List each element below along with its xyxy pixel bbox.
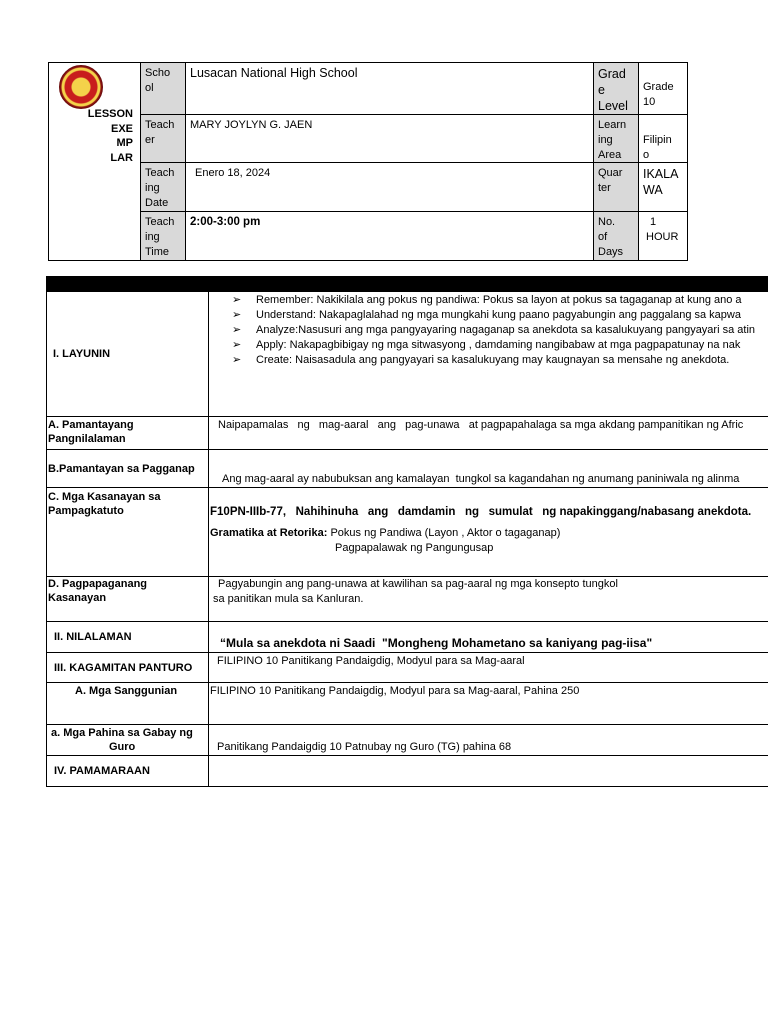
sanggunian-value: FILIPINO 10 Panitikang Pandaigdig, Modyul para sa Mag-aaral, Pahina 250 (210, 685, 580, 697)
teaching-date-label: Teach ing Date (141, 163, 186, 212)
quarter-label: Quar ter (594, 163, 639, 212)
gramatika-line: Gramatika at Retorika: Pokus ng Pandiwa (Layon , Aktor o tagaganap) (210, 527, 561, 539)
list-item: ➢ Create: Naisasadula ang pangyayari sa kasalukuyang may kaugnayan sa mensahe ng anekdota. (232, 354, 730, 366)
teaching-time-label: Teach ing Time (141, 212, 186, 260)
pamantayang-pangnilalaman-value: Naipapamalas ng mag-aaral ang pag-unawa at pagpapahalaga sa mga akdang pampanitikan ng Afric (218, 419, 744, 431)
competency-code: F10PN-IIIb-77, Nahihinuha ang damdamin ng sumulat ng napakinggang/nabasang anekdota. (210, 506, 752, 518)
row-pamantayan-pagganap (46, 450, 768, 488)
school-seal-logo (59, 65, 103, 109)
pamantayan-pagganap-label: B.Pamantayan sa Pagganap (46, 450, 209, 487)
grade-level-label: Grad e Level (594, 63, 639, 115)
row-kasanayan (46, 488, 768, 577)
list-item: ➢ Remember: Nakikilala ang pokus ng pandiwa: Pokus sa layon at pokus sa tagaganap at kung ano a (232, 294, 742, 306)
learning-area-value: Filipin o (639, 115, 687, 163)
pamamaraan-value (210, 756, 768, 786)
list-item: ➢ Apply: Nakapagbibigay ng mga sitwasyong , damdaming nangibabaw at mga pagpapatunay na nak (232, 339, 741, 351)
row-pahina-gabay (46, 725, 768, 756)
list-item: ➢ Analyze:Nasusuri ang mga pangyayaring nagaganap sa anekdota sa kasalukuyang pangyayari sa atin (232, 324, 756, 336)
school-label: Scho ol (141, 63, 186, 115)
kagamitan-value: FILIPINO 10 Panitikang Pandaigdig, Modyul para sa Mag-aaral (217, 655, 525, 667)
row-kagamitan (46, 653, 768, 683)
no-of-days-label: No. of Days (594, 212, 639, 260)
table-header-bar (46, 276, 768, 292)
arrow-bullet-icon: ➢ (232, 309, 242, 321)
pagpapaganang-value: Pagyabungin ang pang-unawa at kawilihan sa pag-aaral ng mga konsepto tungkol sa panitikan mula sa Kanluran. (213, 578, 618, 605)
pagpapaganang-label: D. Pagpapaganang Kasanayan (46, 576, 209, 621)
teaching-date-value: Enero 18, 2024 (186, 163, 594, 212)
arrow-bullet-icon: ➢ (232, 354, 242, 366)
arrow-bullet-icon: ➢ (232, 339, 242, 351)
pamamaraan-label: IV. PAMAMARAAN (46, 756, 209, 786)
kasanayan-label: C. Mga Kasanayan sa Pampagkatuto (46, 488, 209, 576)
quarter-value: IKALA WA (639, 163, 687, 212)
sanggunian-label: A. Mga Sanggunian (46, 683, 209, 724)
grade-level-value: Grade 10 (639, 63, 687, 115)
teacher-value: MARY JOYLYN G. JAEN (186, 115, 594, 163)
school-value: Lusacan National High School (186, 63, 594, 115)
no-of-days-value: 1 HOUR (646, 216, 679, 243)
nilalaman-label: II. NILALAMAN (46, 622, 209, 652)
row-nilalaman (46, 622, 768, 653)
row-layunin (46, 292, 768, 417)
nilalaman-value: “Mula sa anekdota ni Saadi "Mongheng Mohametano sa kaniyang pag-iisa" (220, 636, 653, 650)
pamantayan-pagganap-value: Ang mag-aaral ay nabubuksan ang kamalayan tungkol sa kagandahan ng anumang paniniwala ng alinma (222, 473, 740, 485)
list-item: ➢ Understand: Nakapaglalahad ng mga mungkahi kung paano pagyabungin ang paggalang sa kapwa (232, 309, 741, 321)
kasanayan-value: F10PN-IIIb-77, Nahihinuha ang damdamin ng sumulat ng napakinggang/nabasang anekdota. Gramatika at Retorika: Pokus ng Pandiwa (Layon , Aktor o tagaganap) Pagpapalawak ng Pangungusap (210, 506, 752, 554)
pahina-gabay-label: a. Mga Pahina sa Gabay ng Guro (46, 725, 209, 755)
header-table (48, 62, 688, 261)
teaching-time-value: 2:00-3:00 pm (186, 212, 594, 260)
layunin-value (210, 292, 768, 416)
learning-area-label: Learn ing Area (594, 115, 639, 163)
teacher-label: Teach er (141, 115, 186, 163)
row-pamamaraan (46, 756, 768, 787)
arrow-bullet-icon: ➢ (232, 294, 242, 306)
pahina-gabay-value: Panitikang Pandaigdig 10 Patnubay ng Guro (TG) pahina 68 (217, 741, 512, 753)
row-sanggunian (46, 683, 768, 725)
kagamitan-label: III. KAGAMITAN PANTURO (46, 653, 209, 682)
lesson-exemplar-label: LESSON EXE MP LAR (87, 108, 133, 164)
objectives-list (232, 293, 755, 368)
logo-cell (49, 63, 141, 260)
layunin-label: I. LAYUNIN (46, 292, 209, 416)
arrow-bullet-icon: ➢ (232, 324, 242, 336)
row-pamantayang-pangnilalaman (46, 417, 768, 450)
row-pagpapaganang (46, 576, 768, 622)
pamantayang-pangnilalaman-label: A. Pamantayang Pangnilalaman (46, 417, 209, 449)
